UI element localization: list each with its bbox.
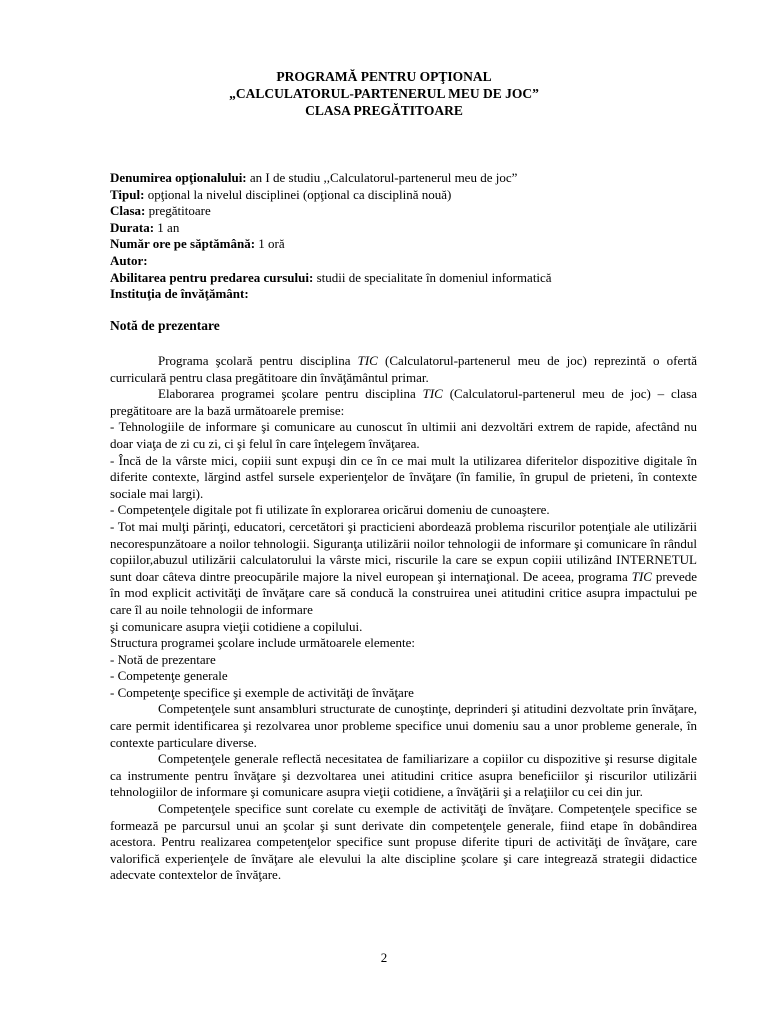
detail-type: [110, 187, 700, 204]
detail-label: Clasa:: [110, 203, 146, 219]
paragraph: [110, 353, 697, 386]
list-paragraph: - Încă de la vârste mici, copiii sunt expuşi din ce în ce mai mult la utilizarea diferitelor dispozitive digitale în diferite contexte, lărgind astfel sursele experienţelor de învăţare (în familie, în grupul de prieteni, în contexte sociale mai largi).: [110, 452, 697, 501]
detail-value: an I de studiu ,,Calculatorul-partenerul meu de joc”: [246, 170, 518, 185]
course-details: [110, 170, 700, 303]
title-line-1: PROGRAMĂ PENTRU OPŢIONAL: [276, 69, 492, 84]
text-run-italic: TIC: [631, 568, 652, 584]
section-heading: Notă de prezentare: [110, 318, 220, 333]
detail-author: [110, 253, 700, 270]
detail-value: 1 oră: [255, 236, 285, 252]
text-run-italic: TIC: [422, 386, 443, 402]
detail-institution: [110, 286, 700, 303]
text-run: Programa şcolară pentru disciplina: [158, 353, 358, 368]
detail-label: Autor:: [110, 252, 148, 268]
detail-label: Instituţia de învăţământ:: [110, 286, 249, 302]
page-number: 2: [380, 950, 388, 965]
detail-label: Tipul:: [110, 186, 145, 202]
detail-label: Durata:: [110, 219, 155, 235]
detail-label: Abilitarea pentru predarea cursului:: [110, 269, 314, 285]
list-paragraph: - Competenţele digitale pot fi utilizate în explorarea oricărui domeniu de cunoaştere.: [110, 502, 550, 518]
text-run: (Calculatorul-partenerul meu de joc) reprezintă o ofertă curriculară pentru clasa pregătitoare din învăţământul primar.: [110, 353, 697, 385]
text-run: prevede în mod explicit activităţi de învăţare care să conducă la construirea unei atitudini critice asupra impactului pe care îl au noile tehnologii de informare: [110, 568, 697, 617]
paragraph: Competenţele sunt ansambluri structurate de cunoştinţe, deprinderi şi atitudini dezvoltate prin învăţare, care permit identificarea şi rezolvarea unor probleme specifice unui domeniu sau a unor probleme generale, în contexte particulare diverse.: [110, 701, 697, 750]
list-item: - Competenţe specifice şi exemple de activităţi de învăţare: [110, 684, 414, 700]
detail-duration: [110, 220, 700, 237]
list-item: - Notă de prezentare: [110, 651, 216, 667]
detail-hours: [110, 236, 700, 253]
paragraph: Structura programei şcolare include următoarele elemente:: [110, 635, 415, 651]
text-run: (Calculatorul-partenerul meu de joc) – clasa pregătitoare are la bază următoarele premise:: [110, 386, 698, 418]
detail-name: [110, 170, 700, 187]
detail-value: pregătitoare: [145, 203, 211, 219]
text-run: - Tot mai mulţi părinţi, educatori, cercetători şi practicieni abordează problema riscurilor potenţiale ale utilizării necorespunzătoare a noilor tehnologii. Siguranţa utilizării noilor tehnologii de informare şi comunicare în rândul copiilor,abuzul utilizării calculatorului la vârste mici, riscurile la care se expun copiii utilizând INTERNETUL sunt doar câteva dintre preocupările majore la nivel european şi internaţional. De aceea, programa: [110, 518, 697, 584]
detail-label: Număr ore pe săptămână:: [110, 236, 256, 252]
paragraph: Competenţele generale reflectă necesitatea de familiarizare a copiilor cu dispozitive şi resurse digitale ca instrumente pentru învăţare şi dezvoltarea unei atitudini critice asupra beneficiilor şi riscurilor utilizării tehnologiilor de informare şi comunicare asupra vieţii cotidiene, a învăţării şi a relaţiilor cu cei din jur.: [110, 751, 697, 800]
detail-label: Denumirea opţionalului:: [110, 170, 247, 185]
paragraph: Competenţele specifice sunt corelate cu exemple de activităţi de învăţare. Competenţele specifice se formează pe parcursul unui an şcolar şi sunt derivate din competenţele generale, fiind etape în dobândirea acestora. Pentru realizarea competenţelor specifice sunt propuse diferite tipuri de activităţi de învăţare, care valorifică experienţele de învăţare ale elevului la alte discipline şcolare şi care integrează strategii didactice adecvate contextelor de învăţare.: [110, 801, 697, 883]
list-item: - Competenţe generale: [110, 668, 228, 684]
presentation-body: [110, 353, 697, 884]
detail-class: [110, 203, 700, 220]
title-line-3: CLASA PREGĂTITOARE: [305, 103, 463, 118]
detail-value: 1 an: [154, 219, 180, 235]
list-paragraph: - Tehnologiile de informare şi comunicare au cunoscut în ultimii ani dezvoltări extrem de rapide, afectând nu doar viaţa de zi cu zi, ci şi felul în care înţelegem învăţarea.: [110, 419, 697, 451]
document-title: [0, 68, 768, 119]
detail-qualification: [110, 270, 700, 287]
title-line-2: „CALCULATORUL-PARTENERUL MEU DE JOC”: [229, 86, 539, 101]
text-run-italic: TIC: [357, 353, 378, 368]
detail-value: opţional la nivelul disciplinei (opţional ca disciplină nouă): [144, 186, 452, 202]
text-run: Elaborarea programei şcolare pentru disciplina: [158, 386, 423, 402]
paragraph: şi comunicare asupra vieţii cotidiene a copilului.: [110, 618, 363, 634]
paragraph: [110, 386, 697, 419]
detail-value: studii de specialitate în domeniul informatică: [313, 269, 552, 285]
list-paragraph: [110, 519, 697, 619]
